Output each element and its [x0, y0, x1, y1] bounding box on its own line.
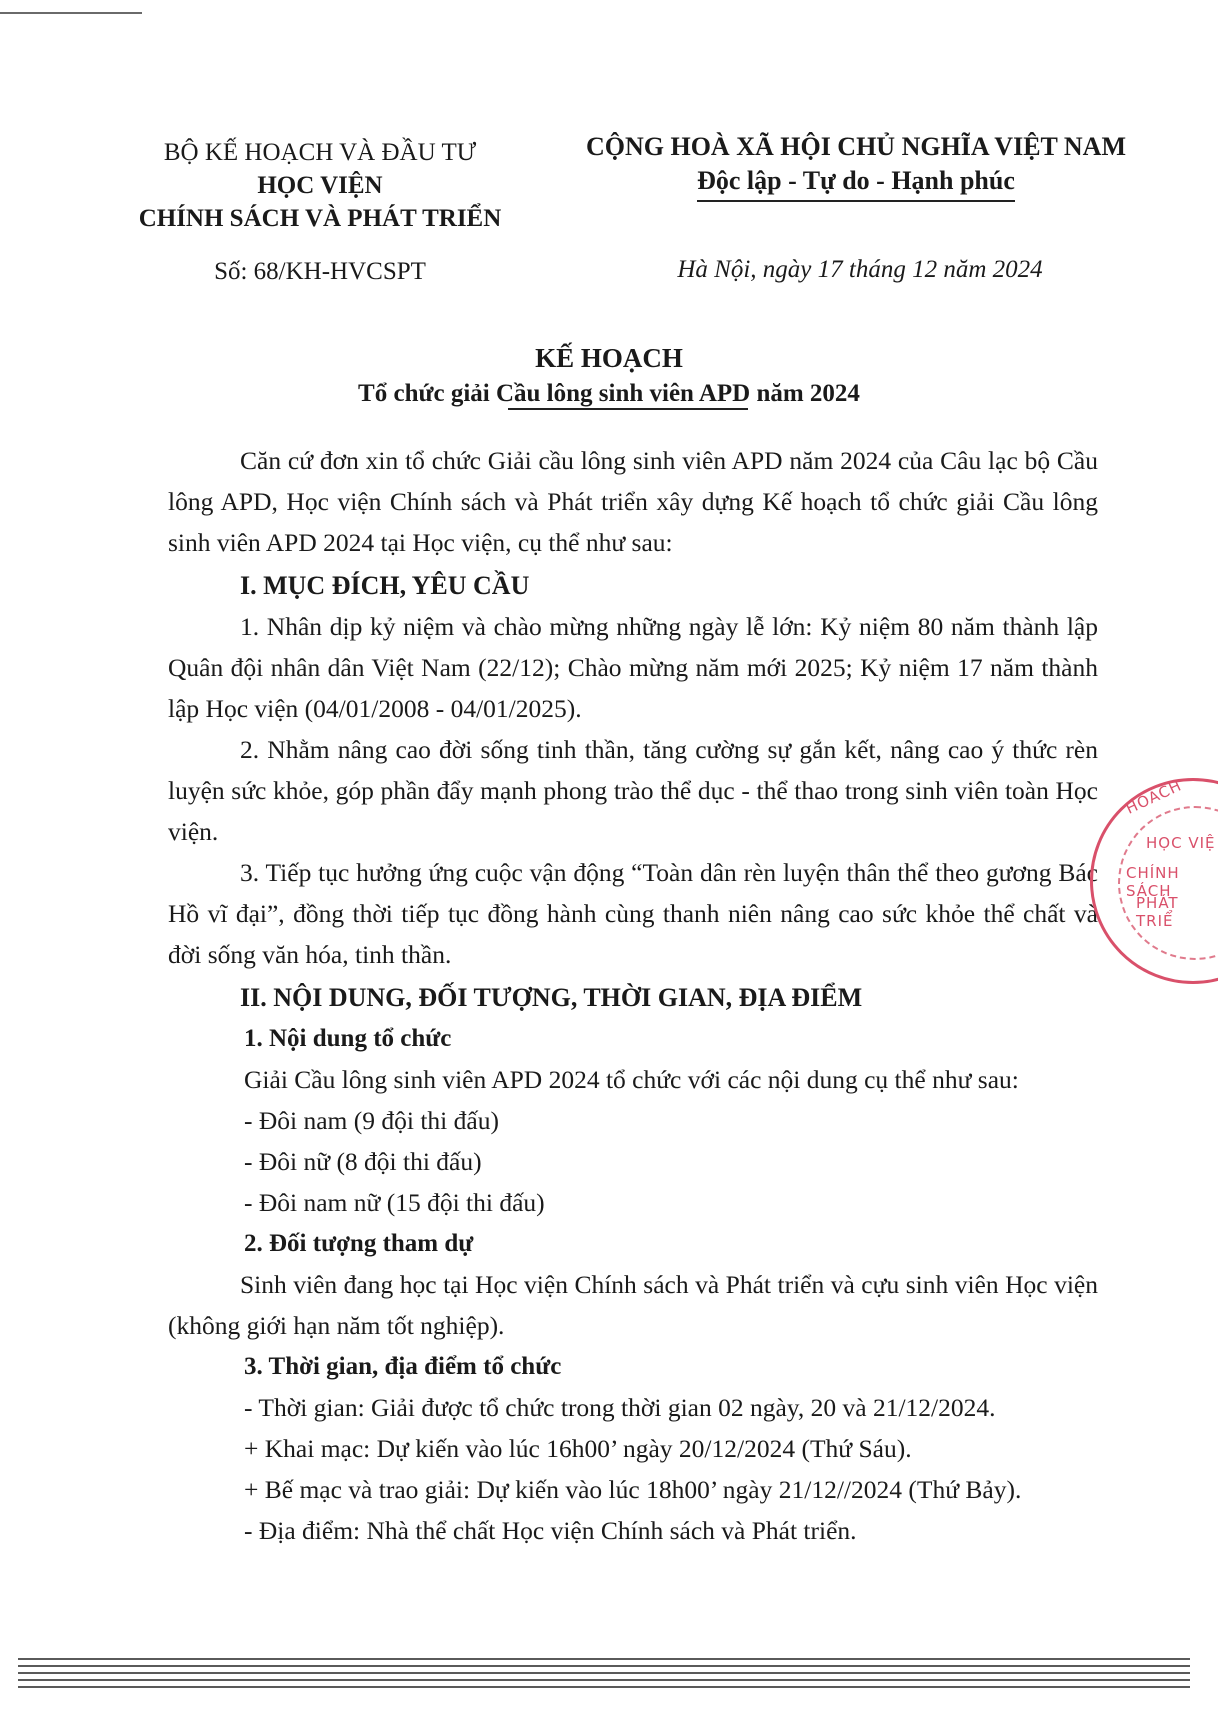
content-intro: Giải Cầu lông sinh viên APD 2024 tổ chức với các nội dung cụ thể như sau:	[244, 1065, 1019, 1094]
seal-text: HOACH	[1122, 776, 1185, 818]
subsection-heading-participants: 2. Đối tượng tham dự	[244, 1230, 474, 1257]
subsection-heading-time-place: 3. Thời gian, địa điểm tổ chức	[244, 1353, 562, 1380]
issuer-block	[110, 136, 530, 235]
document-number: Số: 68/KH-HVCSPT	[214, 258, 426, 285]
national-header	[566, 130, 1146, 202]
time-place-item: - Thời gian: Giải được tổ chức trong thời gian 02 ngày, 20 và 21/12/2024.	[244, 1393, 996, 1422]
document-title	[0, 340, 1218, 412]
time-place-item: + Bế mạc và trao giải: Dự kiến vào lúc 18h00’ ngày 21/12//2024 (Thứ Bảy).	[244, 1475, 1022, 1504]
document-date: Hà Nội, ngày 17 tháng 12 năm 2024	[677, 256, 1043, 283]
content-item: - Đôi nam (9 đội thi đấu)	[244, 1106, 499, 1135]
purpose-item-2: 2. Nhằm nâng cao đời sống tinh thần, tăng cường sự gắn kết, nâng cao ý thức rèn luyện sức khỏe, góp phần đẩy mạnh phong trào thể dục - thể thao trong sinh viên toàn Học viện.	[168, 735, 1098, 846]
footer-rules	[18, 1658, 1190, 1710]
document-body	[168, 440, 1098, 1551]
subsection-heading-content: 1. Nội dung tổ chức	[244, 1025, 452, 1052]
purpose-item-3: 3. Tiếp tục hưởng ứng cuộc vận động “Toàn dân rèn luyện thân thể theo gương Bác Hồ vĩ đại”, đồng thời tiếp tục đồng hành cùng thanh niên nâng cao sức khỏe thể chất và đời sống văn hóa, tinh thần.	[168, 858, 1098, 969]
academy-name-line2: CHÍNH SÁCH VÀ PHÁT TRIỂN	[138, 205, 502, 232]
time-place-item: - Địa điểm: Nhà thể chất Học viện Chính sách và Phát triển.	[244, 1516, 857, 1545]
seal-text: PHÁT TRIỂ	[1136, 894, 1179, 930]
title-underline	[508, 408, 748, 410]
intro-paragraph: Căn cứ đơn xin tổ chức Giải cầu lông sinh viên APD năm 2024 của Câu lạc bộ Cầu lông APD, Học viện Chính sách và Phát triển xây dựng Kế hoạch tổ chức giải Cầu lông sinh viên APD 2024 tại Học viện, cụ thể như sau:	[168, 446, 1098, 557]
purpose-item-1: 1. Nhân dịp kỷ niệm và chào mừng những ngày lễ lớn: Kỷ niệm 80 năm thành lập Quân đội nhân dân Việt Nam (22/12); Chào mừng năm mới 2025; Kỷ niệm 17 năm thành lập Học viện (04/01/2008 - 04/01/2025).	[168, 612, 1098, 723]
title-main: KẾ HOẠCH	[535, 343, 683, 373]
content-item: - Đôi nam nữ (15 đội thi đấu)	[244, 1188, 545, 1217]
academy-name-line1: HỌC VIỆN	[257, 172, 383, 199]
ministry-name: BỘ KẾ HOẠCH VÀ ĐẦU TƯ	[163, 139, 477, 166]
title-sub: Tổ chức giải Cầu lông sinh viên APD năm 2024	[358, 380, 860, 407]
top-rule	[0, 12, 142, 14]
seal-text: CHÍNH SÁCH	[1126, 864, 1180, 900]
country-name: CỘNG HOÀ XÃ HỘI CHỦ NGHĨA VIỆT NAM	[585, 132, 1127, 161]
time-place-item: + Khai mạc: Dự kiến vào lúc 16h00’ ngày 20/12/2024 (Thứ Sáu).	[244, 1434, 912, 1463]
national-motto: Độc lập - Tự do - Hạnh phúc	[697, 164, 1015, 202]
section-heading-2: II. NỘI DUNG, ĐỐI TƯỢNG, THỜI GIAN, ĐỊA ĐIỂM	[240, 983, 863, 1012]
section-heading-1: I. MỤC ĐÍCH, YÊU CẦU	[240, 571, 530, 600]
participants-text: Sinh viên đang học tại Học viện Chính sách và Phát triển và cựu sinh viên Học viện (không giới hạn năm tốt nghiệp).	[168, 1270, 1098, 1340]
seal-text: HỌC VIỆ	[1146, 834, 1216, 852]
content-item: - Đôi nữ (8 đội thi đấu)	[244, 1147, 482, 1176]
